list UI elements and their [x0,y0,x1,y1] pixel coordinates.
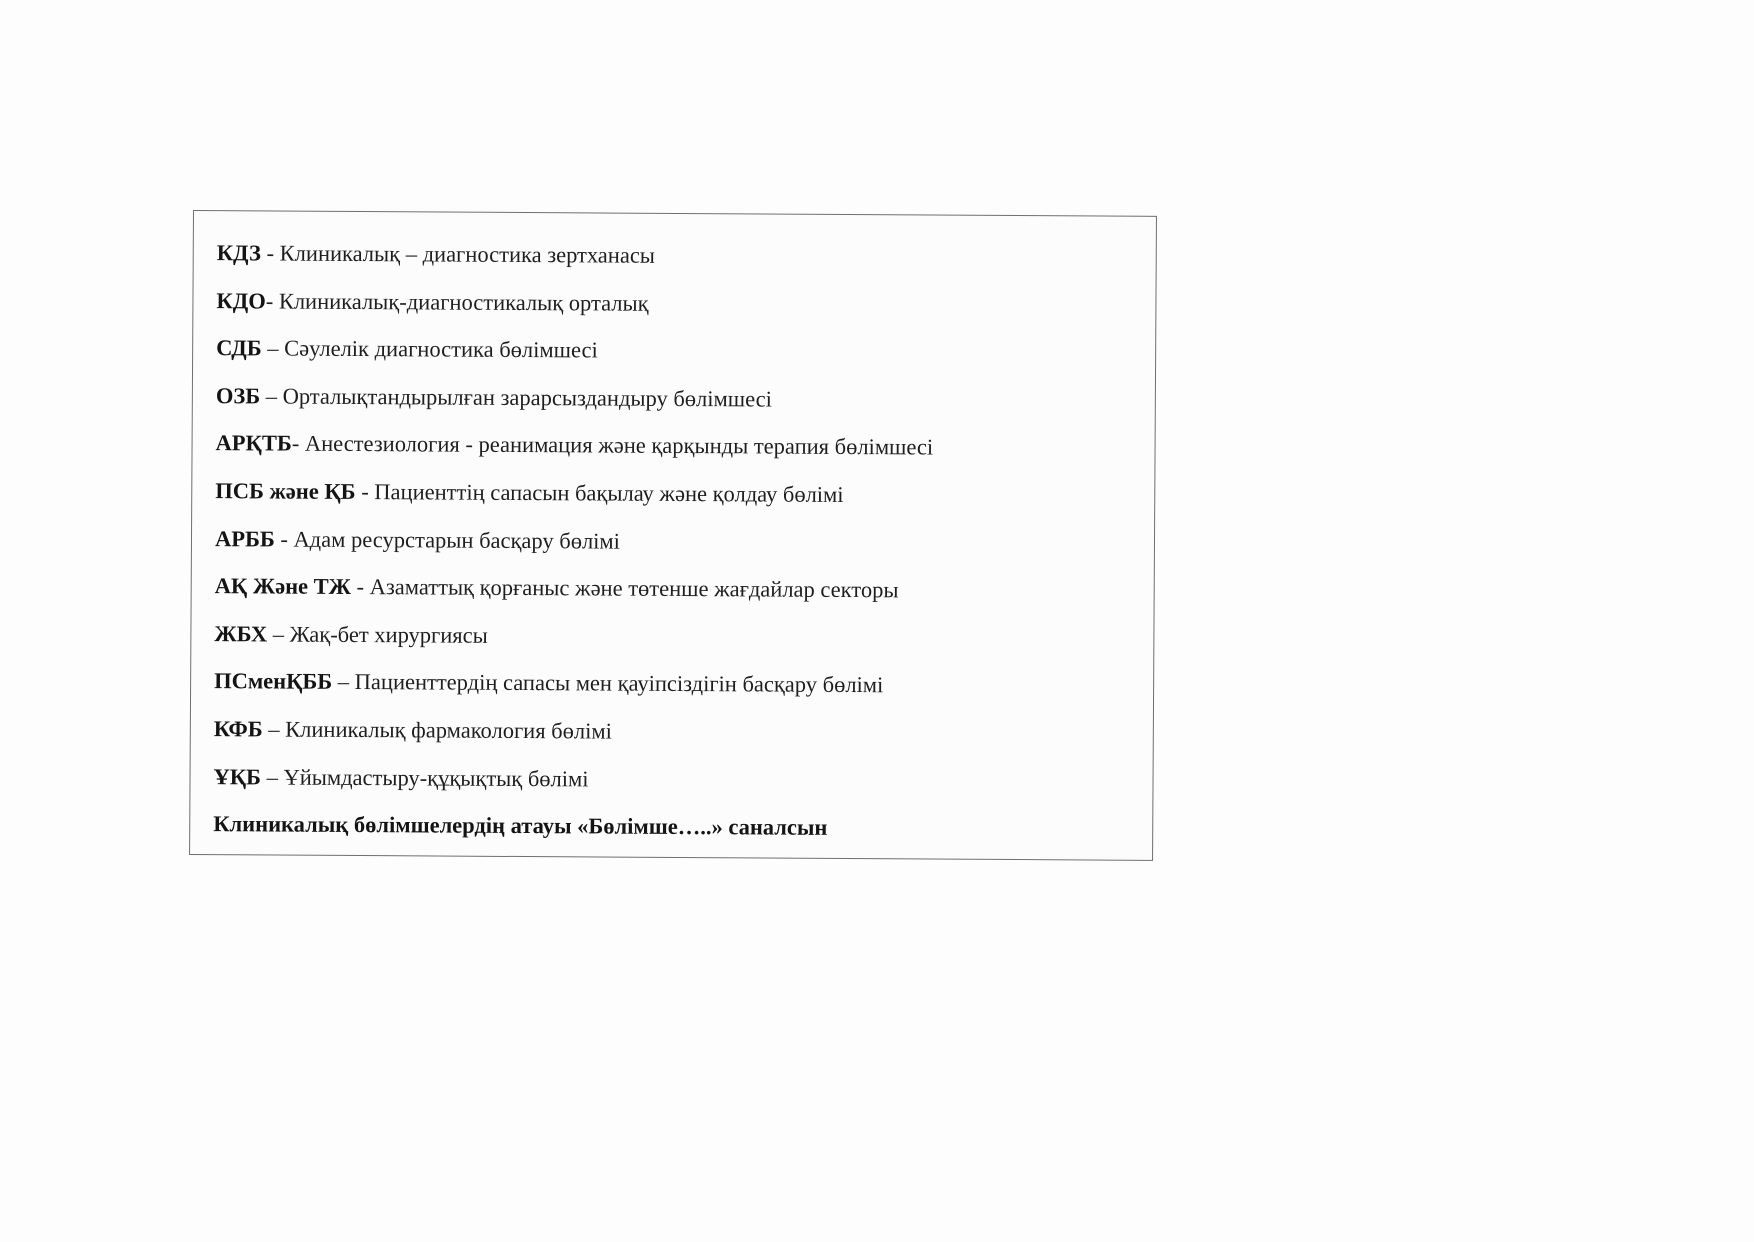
abbreviation-entry-ak-tzh [215,572,1134,605]
abbreviation-entry-ukb [213,763,1132,796]
abbreviation-definition: - Клиникалық-диагностикалық орталық [265,288,649,316]
abbreviation-definition: – Орталықтандырылған зарарсыздандыру бөлімшесі [260,383,772,412]
abbreviation-term: АРҚТБ [215,430,292,456]
abbreviation-entry-psb-kb [215,477,1134,510]
abbreviation-entry-ozb [216,382,1135,415]
abbreviation-term: ҰҚБ [213,763,262,789]
abbreviation-entry-sdb [216,334,1135,367]
abbreviation-term: АРББ [214,525,275,552]
abbreviation-definition: – Ұйымдастыру-құқықтық бөлімі [260,763,589,791]
abbreviation-entry-psmenkbb [214,667,1133,700]
department-naming-note: Клиникалық бөлімшелердің атауы «Бөлімше…..» саналсын [213,811,828,841]
abbreviation-term: КФБ [213,716,263,742]
abbreviation-entry-zhbkh [214,620,1133,653]
abbreviation-term: СДБ [216,335,262,361]
abbreviation-term: ПСменҚББ [214,668,333,695]
abbreviation-entry-arbb [215,525,1134,558]
abbreviation-definition: – Сәулелік диагностика бөлімшесі [261,335,598,363]
abbreviation-entry-arktb [215,430,1134,463]
abbreviation-entry-kdz [217,239,1136,272]
abbreviation-definition: - Клиникалық – диагностика зертханасы [260,240,656,268]
abbreviation-term: ПСБ және ҚБ [215,478,356,504]
abbreviation-entry-kdo [216,287,1135,320]
abbreviation-entry-kfb [214,715,1133,748]
abbreviation-definition: – Жақ-бет хирургиясы [267,621,488,648]
abbreviation-definition: - Пациенттің сапасын бақылау және қолдау бөлімі [355,478,844,507]
abbreviation-definition: - Адам ресурстарын басқару бөлімі [274,526,621,554]
abbreviation-term: КДО [216,287,266,314]
abbreviation-definition: - Анестезиология - реанимация және қарқынды терапия бөлімшесі [291,430,934,460]
abbreviation-definition: – Пациенттердің сапасы мен қауіпсіздігін басқару бөлімі [332,669,884,698]
abbreviation-definition: – Клиникалық фармакология бөлімі [262,716,612,744]
abbreviation-term: ЖБХ [214,620,268,647]
abbreviation-term: АҚ Және ТЖ [214,573,352,600]
abbreviation-definition: - Азаматтық қорғаныс және төтенше жағдайлар секторы [350,574,899,603]
abbreviation-term: ОЗБ [215,382,261,409]
abbreviation-list [213,239,1136,843]
abbreviations-box [189,210,1157,861]
abbreviation-term: КДЗ [216,240,262,266]
